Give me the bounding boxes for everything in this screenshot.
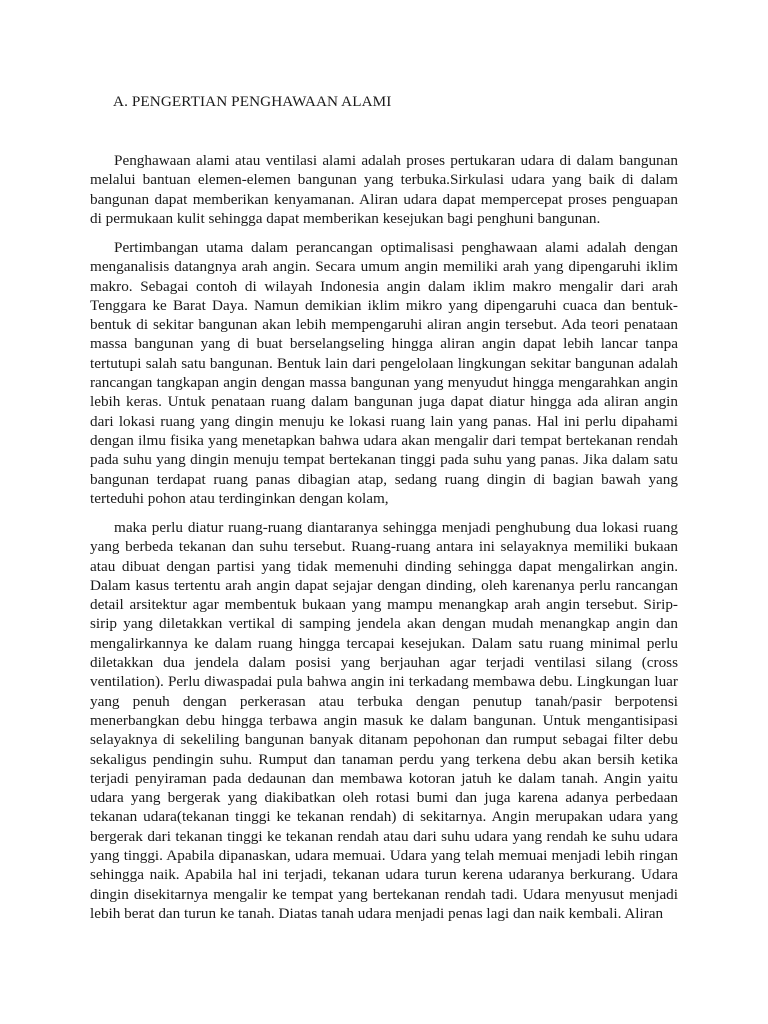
paragraph-2: Pertimbangan utama dalam perancangan optimalisasi penghawaan alami adalah dengan menganalisis datangnya arah angin. Secara umum angin memiliki arah yang dipengaruhi iklim makro. Sebagai contoh di wilayah Indonesia angin dalam iklim makro mengalir dari arah Tenggara ke Barat Daya. Namun demikian iklim mikro yang dipengaruhi cuaca dan bentuk-bentuk di sekitar bangunan akan lebih mempengaruhi aliran angin tersebut. Ada teori penataan massa bangunan yang di buat berselangseling hingga aliran angin dapat lebih lancar tanpa tertutupi salah satu bangunan. Bentuk lain dari pengelolaan lingkungan sekitar bangunan adalah rancangan tangkapan angin dengan massa bangunan yang menyudut hingga mengarahkan angin lebih keras. Untuk penataan ruang dalam bangunan juga dapat diatur hingga ada aliran angin dari lokasi ruang yang dingin menuju ke lokasi ruang lain yang panas. Hal ini perlu dipahami dengan ilmu fisika yang menetapkan bahwa udara akan mengalir dari tempat bertekanan rendah pada suhu yang dingin menuju tempat bertekanan tinggi pada suhu yang panas. Jika dalam satu bangunan terdapat ruang panas dibagian atap, sedang ruang dingin di bagian bawah yang terteduhi pohon atau terdinginkan dengan kolam, <box>90 239 678 507</box>
section-heading: A. PENGERTIAN PENGHAWAAN ALAMI <box>113 93 392 110</box>
paragraph-1: Penghawaan alami atau ventilasi alami adalah proses pertukaran udara di dalam bangunan melalui bantuan elemen-elemen bangunan yang terbuka.Sirkulasi udara yang baik di dalam bangunan dapat memberikan kenyamanan. Aliran udara dapat mempercepat proses penguapan di permukaan kulit sehingga dapat memberikan kesejukan bagi penghuni bangunan. <box>90 152 678 227</box>
paragraph-3: maka perlu diatur ruang-ruang diantaranya sehingga menjadi penghubung dua lokasi ruang yang berbeda tekanan dan suhu tersebut. Ruang-ruang antara ini selayaknya memiliki bukaan atau dibuat dengan partisi yang tidak memenuhi dinding sehingga dapat mengalirkan angin. Dalam kasus tertentu arah angin dapat sejajar dengan dinding, oleh karenanya perlu rancangan detail arsitektur agar membentuk bukaan yang mampu menangkap arah angin tersebut. Sirip-sirip yang diletakkan vertikal di samping jendela akan dengan mudah menangkap angin dan mengalirkannya ke dalam ruang hingga tercapai kesejukan. Dalam satu ruang minimal perlu diletakkan dua jendela dalam posisi yang berjauhan agar terjadi ventilasi silang (cross ventilation). Perlu diwaspadai pula bahwa angin ini terkadang membawa debu. Lingkungan luar yang penuh dengan perkerasan atau terbuka dengan penutup tanah/pasir berpotensi menerbangkan debu hingga terbawa angin masuk ke dalam bangunan. Untuk mengantisipasi selayaknya di sekeliling bangunan banyak ditanam pepohonan dan rumput sebagai filter debu sekaligus pendingin suhu. Rumput dan tanaman perdu yang terkena debu akan bersih ketika terjadi penyiraman pada dedaunan dan membawa kotoran jatuh ke dalam tanah. Angin yaitu udara yang bergerak yang diakibatkan oleh rotasi bumi dan juga karena adanya perbedaan tekanan udara(tekanan tinggi ke tekanan rendah) di sekitarnya. Angin merupakan udara yang bergerak dari tekanan tinggi ke tekanan rendah atau dari suhu udara yang rendah ke suhu udara yang tinggi. Apabila dipanaskan, udara memuai. Udara yang telah memuai menjadi lebih ringan sehingga naik. Apabila hal ini terjadi, tekanan udara turun kerena udaranya berkurang. Udara dingin disekitarnya mengalir ke tempat yang bertekanan rendah tadi. Udara menyusut menjadi lebih berat dan turun ke tanah. Diatas tanah udara menjadi penas lagi dan naik kembali. Aliran <box>90 519 678 922</box>
